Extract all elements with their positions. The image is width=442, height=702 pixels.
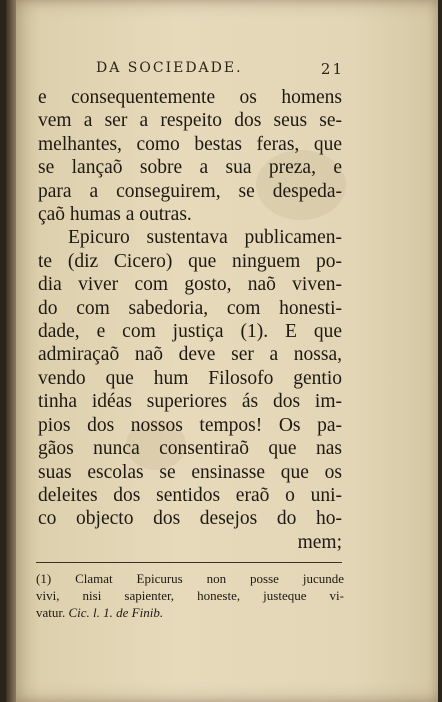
text-line: para a conseguirem, se despeda- bbox=[38, 180, 342, 202]
text-line: melhantes, como bestas feras, que bbox=[38, 133, 342, 155]
text-line: do com sabedoria, com honesti- bbox=[38, 297, 342, 319]
text-line: vem a ser a respeito dos seus se- bbox=[38, 110, 342, 132]
book-gutter bbox=[6, 0, 16, 702]
text-line: mem; bbox=[297, 531, 342, 553]
text-line: çaõ humas a outras. bbox=[38, 204, 192, 226]
footnote-citation: Cic. l. 1. de Finib. bbox=[68, 605, 164, 620]
text-line: e consequentemente os homens bbox=[38, 87, 342, 108]
footnote bbox=[36, 570, 344, 621]
text-line: co objecto dos desejos do ho- bbox=[38, 508, 342, 530]
book-page bbox=[6, 0, 438, 702]
footnote-line: vivi, nisi sapienter, honeste, justeque vi- bbox=[36, 588, 344, 603]
text-line: tinha idéas superiores ás dos im- bbox=[38, 391, 342, 413]
text-line: suas escolas se ensinasse que os bbox=[38, 461, 342, 483]
text-line: gãos nunca consentiraõ que nas bbox=[38, 438, 342, 460]
footnote-text: vatur. bbox=[36, 605, 66, 620]
text-line: pios dos nossos tempos! Os pa- bbox=[38, 414, 342, 436]
text-line: vendo que hum Filosofo gentio bbox=[38, 367, 342, 389]
text-line: dade, e com justiça (1). E que bbox=[38, 321, 342, 343]
body-text bbox=[38, 86, 342, 554]
running-title: DA SOCIEDADE. bbox=[96, 60, 243, 76]
text-line: Epicuro sustentava publicamen- bbox=[68, 227, 342, 249]
text-line: se lançaõ sobre a sua preza, e bbox=[38, 157, 342, 179]
text-line: te (diz Cicero) que ninguem po- bbox=[38, 250, 342, 272]
page-number: 21 bbox=[320, 60, 344, 78]
footnote-line: (1) Clamat Epicurus non posse jucunde bbox=[36, 571, 344, 586]
text-line: deleites dos sentidos eraõ o uni- bbox=[38, 484, 342, 506]
running-header bbox=[96, 60, 344, 78]
footnote-line bbox=[36, 604, 344, 621]
footnote-rule bbox=[36, 562, 342, 563]
text-line: dia viver com gosto, naõ viven- bbox=[38, 274, 342, 296]
text-line: admiraçaõ naõ deve ser a nossa, bbox=[38, 344, 342, 366]
